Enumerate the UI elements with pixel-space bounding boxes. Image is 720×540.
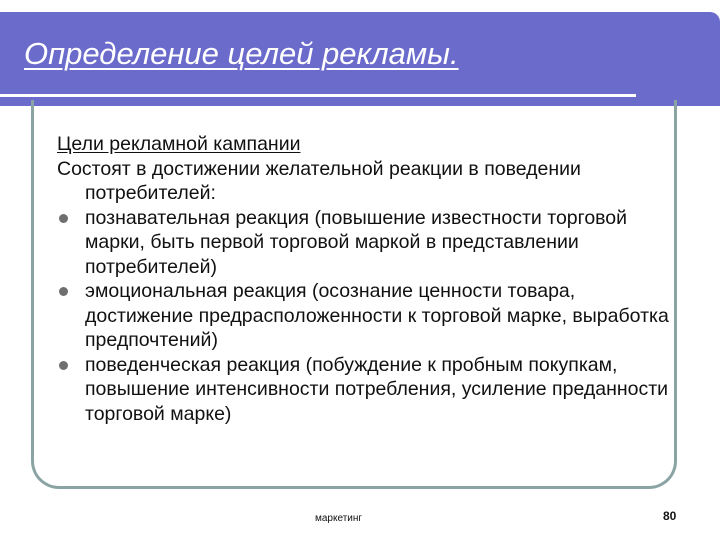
bullet-text: эмоциональная реакция (осознание ценности товара, достижение предрасположенности к торговой марке, выработка предпочтений) <box>85 280 669 351</box>
subheading: Цели рекламной кампании <box>57 133 301 155</box>
list-item <box>57 206 669 280</box>
bullet-icon <box>59 361 68 370</box>
intro-text: Состоят в достижении желательной реакции в поведении потребителей: <box>57 157 581 204</box>
slide-title: Определение целей рекламы. <box>24 36 459 71</box>
title-divider <box>0 94 636 97</box>
bullet-icon <box>59 287 68 296</box>
slide-body <box>57 132 669 426</box>
bullet-icon <box>59 214 68 223</box>
bullet-text: познавательная реакция (повышение известности торговой марки, быть первой торговой маркой в представлении потребителей) <box>85 206 628 278</box>
bullet-text: поведенческая реакция (побуждение к пробным покупкам, повышение интенсивности потребления, усиление преданности торговой марке) <box>85 353 669 425</box>
list-item <box>57 279 669 353</box>
list-item <box>57 353 669 427</box>
bullet-list <box>57 206 669 427</box>
footer-label: маркетинг <box>315 513 363 524</box>
page-number: 80 <box>663 509 677 523</box>
